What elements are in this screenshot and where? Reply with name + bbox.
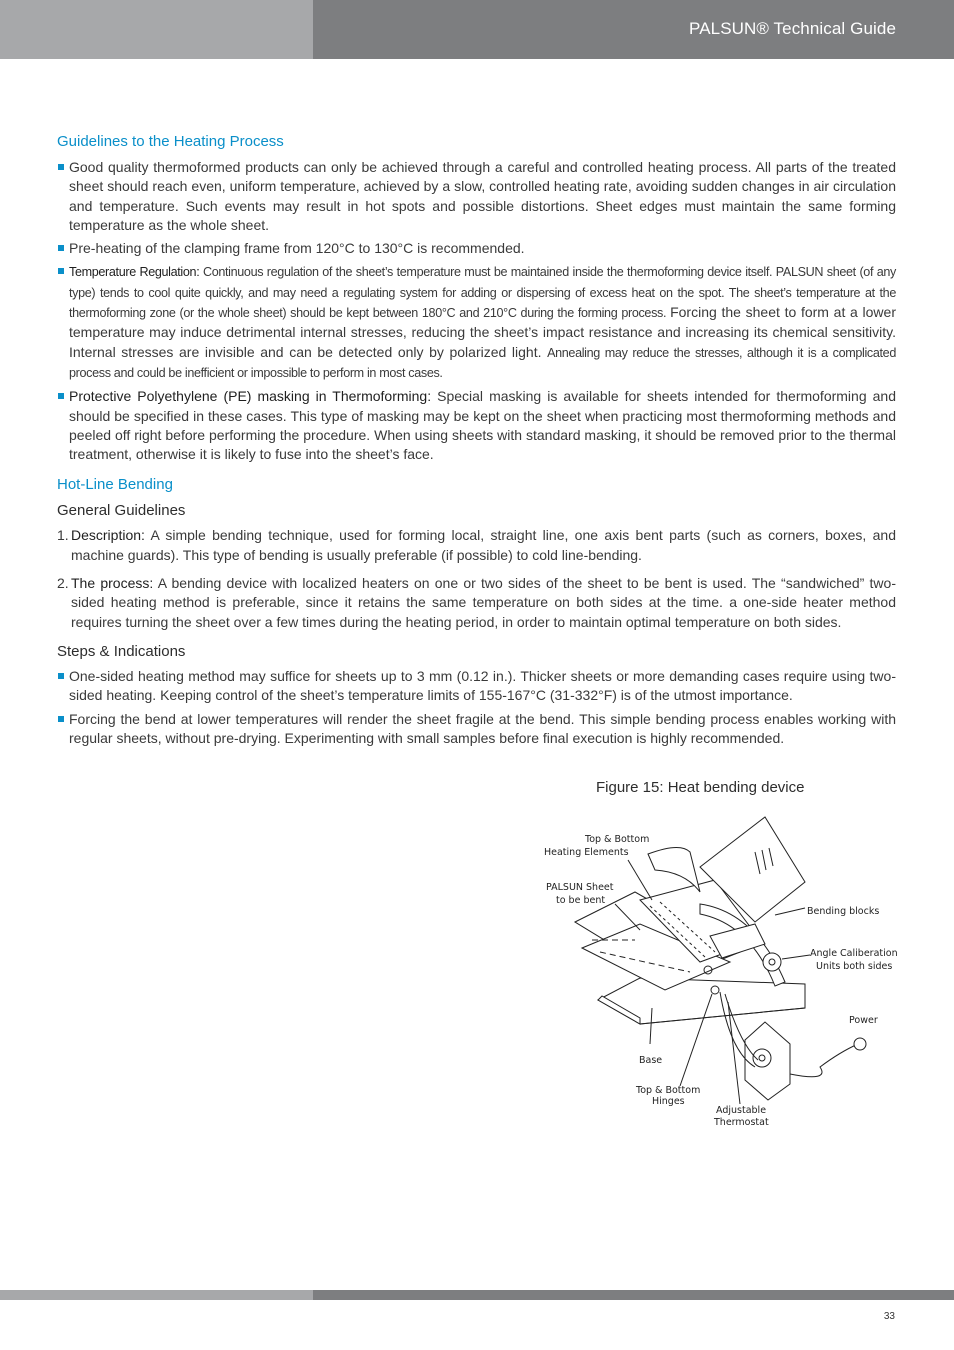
section-heading-hot-line-bending: Hot-Line Bending — [57, 476, 173, 494]
figure-caption: Figure 15: Heat bending device — [596, 779, 805, 796]
bullet-temperature-regulation — [57, 262, 896, 383]
bullet-text-condensed: Continuous regulation of the sheet’s temperature must be maintained inside the thermoforming device itself. PALSUN sheet (of any type) tends to cool quite quickly, and may need a regulating system for adding or dispersing of excess heat on the spot. The sheet’s temperature at the thermoforming zone (or the whole sheet) should be kept between 180°C and 210°C during the forming process. — [69, 265, 896, 321]
page-number: 33 — [883, 1311, 895, 1322]
document-title: PALSUN® Technical Guide — [689, 19, 896, 38]
bullet-paragraph — [69, 387, 896, 464]
label-sheet-line2: to be bent — [556, 895, 606, 906]
header-band-right — [313, 0, 954, 59]
bullet-one-sided-heating — [57, 667, 896, 706]
item-text: A simple bending technique, used for forming local, straight line, one axis bent parts (such as corners, boxes, and machine guards). This type of bending is usually preferable (if possible) to cold line-bending. — [71, 527, 896, 563]
item-label: Description: — [71, 527, 145, 544]
label-sheet-line1: PALSUN Sheet — [546, 882, 614, 893]
item-label: The process: — [71, 575, 154, 592]
power-plug-shape — [854, 1038, 866, 1050]
footer-band-left — [0, 1290, 313, 1300]
bullet-text: Forcing the sheet to form at a lower temperature may induce detrimental internal stresses, reducing the sheet’s impact resistance and increasing its chemical sensitivity. Internal stresses are invisible and can be detected only by polarized light. — [69, 304, 896, 360]
calibration-dial-shape — [763, 953, 781, 971]
item-text: A bending device with localized heaters on one or two sides of the sheet to be bent is used. The “sandwiched” two-sided heating method is preferable, since it retains the same temperature on both sides at the time. a one-side heater method requires turning the sheet over a few times during the heating period, in order to maintain optimal temperature on both sides. — [71, 575, 896, 630]
label-bending-blocks: Bending blocks — [807, 906, 880, 917]
bullet-text-condensed-tail: Annealing may reduce the stresses, although it is a complicated process and could be inefficient or impossible to perform in most cases. — [69, 345, 896, 380]
footer-band-right — [313, 1290, 954, 1300]
item-paragraph — [71, 574, 896, 632]
bullet-text: One-sided heating method may suffice for sheets up to 3 mm (0.12 in.). Thicker sheets or more demanding cases require using two-sided heating. Keeping control of the sheet’s temperature limits of 155-167°C (31-332°F) is of the utmost importance. — [69, 667, 896, 704]
bullet-square-icon — [58, 268, 64, 274]
bullet-square-icon — [58, 393, 64, 399]
numbered-item-description — [57, 526, 896, 565]
subheading-steps-indications: Steps & Indications — [57, 642, 186, 660]
label-thermostat-line1: Adjustable — [716, 1105, 767, 1116]
heat-bending-device-figure — [540, 812, 910, 1132]
bullet-lower-temperatures — [57, 710, 896, 749]
item-paragraph — [71, 526, 896, 565]
bullet-square-icon — [58, 716, 64, 722]
bullet-label: Temperature Regulation: — [69, 265, 200, 280]
label-thermostat-line2: Thermostat — [714, 1117, 769, 1128]
bullet-text: Forcing the bend at lower temperatures will render the sheet fragile at the bend. This simple bending process enables working with regular sheets, without pre-drying. Experimenting with small samples before final execution is highly recommended. — [69, 710, 896, 746]
bullet-text: Special masking is available for sheets intended for thermoforming and should be specified in these cases. This type of masking may be kept on the sheet when practicing most thermoforming methods and peeled off right before performing the procedure. When using sheets with standard masking, it should be removed prior to the thermal treatment, otherwise it is likely to fuse into the sheet’s face. — [69, 388, 896, 463]
header-band-left — [0, 0, 313, 59]
item-number: 1. — [57, 527, 69, 544]
label-hinges-line2: Hinges — [652, 1096, 685, 1107]
bullet-preheating — [57, 239, 896, 258]
bullet-square-icon — [58, 164, 64, 170]
label-power: Power — [849, 1015, 878, 1026]
label-heating-elements-line2: Heating Elements — [544, 847, 629, 858]
bullet-paragraph — [69, 262, 896, 383]
bullet-text: Good quality thermoformed products can only be achieved through a careful and controlled heating process. All parts of the treated sheet should reach even, uniform temperature, achieved by a slow, controlled heating rate, avoiding sudden changes in air circulation and temperature. Such events may result in hot spots and possible distortions. Sheet edges must maintain the same forming temperature as the whole sheet. — [69, 159, 896, 233]
heat-bending-device-illustration — [540, 812, 910, 1132]
main-content — [57, 132, 896, 752]
bullet-text: Pre-heating of the clamping frame from 120°C to 130°C is recommended. — [69, 240, 525, 257]
label-heating-elements-line1: Top & Bottom — [585, 834, 650, 845]
bullet-pe-masking — [57, 387, 896, 464]
bullet-label: Protective Polyethylene (PE) masking in Thermoforming: — [69, 388, 432, 405]
bullet-square-icon — [58, 673, 64, 679]
label-angle-calibration-line2: Units both sides — [816, 961, 893, 972]
section-heading-heating: Guidelines to the Heating Process — [57, 133, 284, 150]
thermostat-box-shape — [745, 1022, 790, 1100]
bullet-uniform-heating — [57, 158, 896, 235]
label-hinges-line1: Top & Bottom — [636, 1085, 701, 1096]
label-base: Base — [639, 1055, 663, 1066]
subheading-general-guidelines: General Guidelines — [57, 502, 186, 520]
numbered-item-process — [57, 574, 896, 632]
bullet-square-icon — [58, 245, 64, 251]
label-angle-calibration-line1: Angle Caliberation — [810, 948, 898, 959]
item-number: 2. — [57, 575, 69, 592]
